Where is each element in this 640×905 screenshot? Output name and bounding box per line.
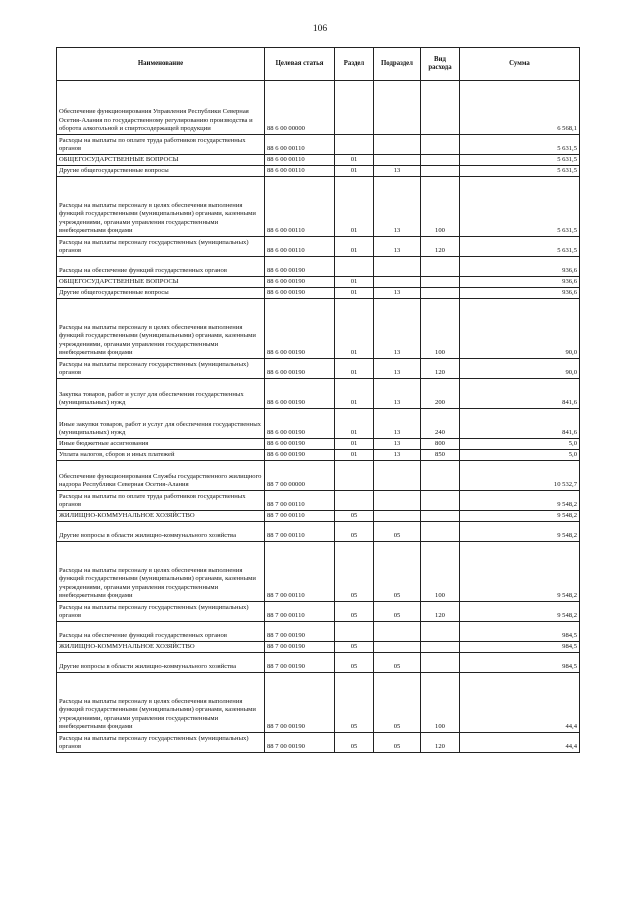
cell-section: 01 [335, 166, 374, 177]
cell-subsection [374, 81, 421, 135]
table-row [57, 602, 580, 622]
header-type: Вид расхода [421, 48, 460, 81]
cell-code: 88 7 00 00110 [265, 511, 335, 522]
cell-code: 88 7 00 00000 [265, 461, 335, 491]
cell-name: Расходы на обеспечение функций государственных органов [57, 622, 265, 642]
cell-section: 01 [335, 450, 374, 461]
table-row [57, 166, 580, 177]
cell-subsection: 13 [374, 379, 421, 409]
table-row [57, 450, 580, 461]
cell-code: 88 7 00 00110 [265, 522, 335, 542]
cell-section: 01 [335, 177, 374, 237]
cell-code: 88 7 00 00190 [265, 673, 335, 733]
cell-subsection: 05 [374, 653, 421, 673]
cell-name: Расходы на выплаты персоналу в целях обеспечения выполнения функций государственными (муниципальными) органами, казенными учреждениями, органами управления государственными внебюджетными фондами [57, 299, 265, 359]
cell-code: 88 7 00 00110 [265, 542, 335, 602]
cell-type [421, 653, 460, 673]
table-row [57, 288, 580, 299]
cell-sum: 6 568,1 [460, 81, 580, 135]
cell-name: Обеспечение функционирования Управления Республики Северная Осетия-Алания по государственному регулированию производства и оборота алкогольной и спиртосодержащей продукции [57, 81, 265, 135]
cell-sum: 44,4 [460, 673, 580, 733]
cell-type: 100 [421, 177, 460, 237]
cell-name: Другие общегосударственные вопросы [57, 288, 265, 299]
table-row [57, 461, 580, 491]
cell-sum: 9 548,2 [460, 522, 580, 542]
cell-code: 88 7 00 00110 [265, 602, 335, 622]
cell-name: ОБЩЕГОСУДАРСТВЕННЫЕ ВОПРОСЫ [57, 155, 265, 166]
cell-code: 88 7 00 00190 [265, 622, 335, 642]
cell-section: 01 [335, 155, 374, 166]
cell-section: 01 [335, 237, 374, 257]
cell-subsection [374, 511, 421, 522]
cell-sum: 841,6 [460, 379, 580, 409]
cell-type: 100 [421, 673, 460, 733]
page-number: 106 [312, 24, 328, 34]
cell-sum: 9 548,2 [460, 542, 580, 602]
cell-name: Расходы на выплаты персоналу государственных (муниципальных) органов [57, 602, 265, 622]
table-row [57, 733, 580, 753]
cell-subsection [374, 135, 421, 155]
cell-subsection [374, 461, 421, 491]
cell-section [335, 81, 374, 135]
cell-code: 88 7 00 00110 [265, 491, 335, 511]
cell-type [421, 257, 460, 277]
cell-name: ЖИЛИЩНО-КОММУНАЛЬНОЕ ХОЗЯЙСТВО [57, 642, 265, 653]
cell-name: Расходы на выплаты по оплате труда работников государственных органов [57, 135, 265, 155]
table-row [57, 257, 580, 277]
cell-subsection: 13 [374, 299, 421, 359]
cell-subsection: 13 [374, 166, 421, 177]
cell-type [421, 155, 460, 166]
cell-sum: 841,6 [460, 409, 580, 439]
cell-section: 01 [335, 439, 374, 450]
cell-name: ЖИЛИЩНО-КОММУНАЛЬНОЕ ХОЗЯЙСТВО [57, 511, 265, 522]
cell-subsection: 13 [374, 409, 421, 439]
cell-code: 88 6 00 00190 [265, 379, 335, 409]
cell-section: 01 [335, 409, 374, 439]
cell-sum: 5 631,5 [460, 237, 580, 257]
cell-name: Расходы на выплаты персоналу государственных (муниципальных) органов [57, 359, 265, 379]
cell-name: Закупка товаров, работ и услуг для обеспечения государственных (муниципальных) нужд [57, 379, 265, 409]
cell-name: Иные закупки товаров, работ и услуг для обеспечения государственных (муниципальных) нужд [57, 409, 265, 439]
cell-type [421, 642, 460, 653]
cell-sum: 5 631,5 [460, 177, 580, 237]
table-row [57, 155, 580, 166]
cell-type [421, 461, 460, 491]
cell-section [335, 491, 374, 511]
cell-section: 05 [335, 522, 374, 542]
cell-section: 05 [335, 542, 374, 602]
cell-code: 88 6 00 00190 [265, 409, 335, 439]
cell-code: 88 6 00 00190 [265, 277, 335, 288]
table-row [57, 177, 580, 237]
cell-name: Расходы на выплаты персоналу в целях обеспечения выполнения функций государственными (муниципальными) органами, казенными учреждениями, органами управления государственными внебюджетными фондами [57, 542, 265, 602]
cell-section [335, 461, 374, 491]
cell-code: 88 6 00 00110 [265, 237, 335, 257]
cell-code: 88 6 00 00190 [265, 439, 335, 450]
cell-type [421, 135, 460, 155]
cell-type [421, 81, 460, 135]
cell-type [421, 277, 460, 288]
cell-name: Обеспечение функционирования Службы государственного жилищного надзора Республики Северная Осетия-Алания [57, 461, 265, 491]
cell-type: 850 [421, 450, 460, 461]
cell-type [421, 522, 460, 542]
cell-code: 88 6 00 00110 [265, 135, 335, 155]
cell-code: 88 6 00 00190 [265, 299, 335, 359]
table-row [57, 409, 580, 439]
cell-code: 88 7 00 00190 [265, 653, 335, 673]
cell-code: 88 6 00 00190 [265, 450, 335, 461]
cell-name: Другие вопросы в области жилищно-коммунального хозяйства [57, 522, 265, 542]
cell-sum: 9 548,2 [460, 491, 580, 511]
cell-type: 120 [421, 733, 460, 753]
cell-name: Расходы на выплаты персоналу в целях обеспечения выполнения функций государственными (муниципальными) органами, казенными учреждениями, органами управления государственными внебюджетными фондами [57, 177, 265, 237]
cell-name: ОБЩЕГОСУДАРСТВЕННЫЕ ВОПРОСЫ [57, 277, 265, 288]
cell-section [335, 257, 374, 277]
table-row [57, 277, 580, 288]
cell-sum: 984,5 [460, 653, 580, 673]
cell-section: 05 [335, 511, 374, 522]
cell-sum: 936,6 [460, 288, 580, 299]
cell-type [421, 166, 460, 177]
cell-type: 100 [421, 299, 460, 359]
table-row [57, 237, 580, 257]
cell-type [421, 511, 460, 522]
cell-sum: 984,5 [460, 622, 580, 642]
cell-type: 100 [421, 542, 460, 602]
cell-sum: 984,5 [460, 642, 580, 653]
table-row [57, 673, 580, 733]
cell-code: 88 6 00 00110 [265, 177, 335, 237]
table-row [57, 653, 580, 673]
cell-type [421, 622, 460, 642]
header-sum: Сумма [460, 48, 580, 81]
cell-section: 01 [335, 288, 374, 299]
cell-type [421, 491, 460, 511]
cell-section: 05 [335, 673, 374, 733]
table-row [57, 511, 580, 522]
cell-subsection: 13 [374, 237, 421, 257]
cell-sum: 90,0 [460, 359, 580, 379]
cell-name: Другие общегосударственные вопросы [57, 166, 265, 177]
cell-section: 01 [335, 379, 374, 409]
table-row [57, 299, 580, 359]
cell-section: 05 [335, 642, 374, 653]
table-header-row [57, 48, 580, 81]
cell-name: Расходы на выплаты по оплате труда работников государственных органов [57, 491, 265, 511]
cell-code: 88 6 00 00110 [265, 155, 335, 166]
table-row [57, 622, 580, 642]
cell-subsection: 05 [374, 602, 421, 622]
cell-subsection: 05 [374, 733, 421, 753]
table-row [57, 522, 580, 542]
cell-section: 01 [335, 277, 374, 288]
cell-name: Другие вопросы в области жилищно-коммунального хозяйства [57, 653, 265, 673]
cell-type: 240 [421, 409, 460, 439]
budget-table [56, 47, 580, 753]
cell-sum: 936,6 [460, 257, 580, 277]
cell-code: 88 7 00 00190 [265, 642, 335, 653]
cell-subsection [374, 277, 421, 288]
cell-type: 800 [421, 439, 460, 450]
cell-section: 05 [335, 602, 374, 622]
cell-sum: 44,4 [460, 733, 580, 753]
cell-sum: 936,6 [460, 277, 580, 288]
cell-name: Расходы на выплаты персоналу в целях обеспечения выполнения функций государственными (муниципальными) органами, казенными учреждениями, органами управления государственными внебюджетными фондами [57, 673, 265, 733]
cell-sum: 5 631,5 [460, 155, 580, 166]
table-row [57, 642, 580, 653]
cell-section: 01 [335, 359, 374, 379]
cell-type: 120 [421, 359, 460, 379]
cell-subsection [374, 491, 421, 511]
table-row [57, 542, 580, 602]
cell-subsection [374, 642, 421, 653]
cell-type: 120 [421, 237, 460, 257]
cell-section [335, 135, 374, 155]
cell-subsection: 13 [374, 177, 421, 237]
cell-code: 88 6 00 00110 [265, 166, 335, 177]
cell-type: 200 [421, 379, 460, 409]
cell-sum: 5 631,5 [460, 135, 580, 155]
cell-section: 01 [335, 299, 374, 359]
cell-sum: 5,0 [460, 450, 580, 461]
cell-type [421, 288, 460, 299]
cell-subsection: 05 [374, 522, 421, 542]
cell-sum: 90,0 [460, 299, 580, 359]
header-code: Целевая статья [265, 48, 335, 81]
cell-section: 05 [335, 733, 374, 753]
cell-subsection: 05 [374, 542, 421, 602]
cell-sum: 5 631,5 [460, 166, 580, 177]
header-subsection: Подраздел [374, 48, 421, 81]
cell-subsection [374, 257, 421, 277]
cell-code: 88 6 00 00190 [265, 257, 335, 277]
table-row [57, 439, 580, 450]
header-name: Наименование [57, 48, 265, 81]
cell-name: Расходы на обеспечение функций государственных органов [57, 257, 265, 277]
cell-name: Иные бюджетные ассигнования [57, 439, 265, 450]
cell-section: 05 [335, 653, 374, 673]
cell-sum: 9 548,2 [460, 511, 580, 522]
cell-sum: 5,0 [460, 439, 580, 450]
cell-code: 88 6 00 00190 [265, 288, 335, 299]
cell-subsection: 05 [374, 673, 421, 733]
cell-name: Расходы на выплаты персоналу государственных (муниципальных) органов [57, 237, 265, 257]
cell-code: 88 7 00 00190 [265, 733, 335, 753]
cell-type: 120 [421, 602, 460, 622]
table-row [57, 135, 580, 155]
cell-subsection [374, 155, 421, 166]
cell-subsection: 13 [374, 288, 421, 299]
cell-subsection: 13 [374, 439, 421, 450]
cell-name: Уплата налогов, сборов и иных платежей [57, 450, 265, 461]
cell-sum: 9 548,2 [460, 602, 580, 622]
cell-sum: 10 532,7 [460, 461, 580, 491]
header-section: Раздел [335, 48, 374, 81]
cell-name: Расходы на выплаты персоналу государственных (муниципальных) органов [57, 733, 265, 753]
table-row [57, 491, 580, 511]
cell-subsection: 13 [374, 450, 421, 461]
cell-section [335, 622, 374, 642]
table-row [57, 359, 580, 379]
table-row [57, 379, 580, 409]
cell-code: 88 6 00 00000 [265, 81, 335, 135]
cell-code: 88 6 00 00190 [265, 359, 335, 379]
table-body [57, 81, 580, 753]
cell-subsection [374, 622, 421, 642]
cell-subsection: 13 [374, 359, 421, 379]
table-row [57, 81, 580, 135]
